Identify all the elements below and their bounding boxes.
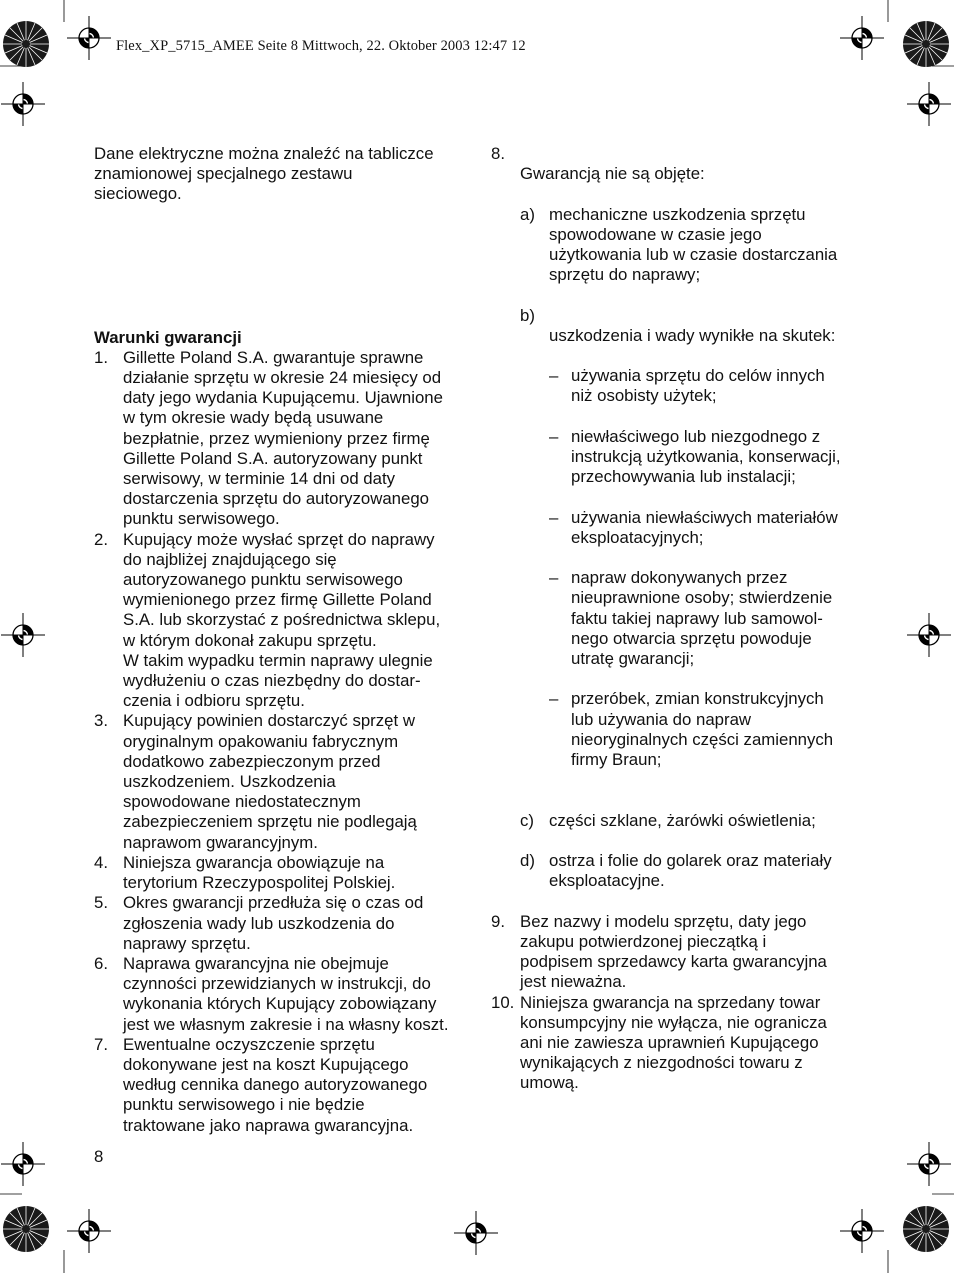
list-item xyxy=(94,711,466,852)
dash-text: przeróbek, zmian konstrukcyjnych lub używania do napraw nieoryginalnych części zamiennych firmy Braun; xyxy=(571,689,834,770)
left-column xyxy=(94,144,466,1136)
dash-item xyxy=(549,366,871,406)
item-number: 6. xyxy=(94,953,108,973)
sub-text: uszkodzenia i wady wynikłe na skutek: xyxy=(549,325,836,345)
item-number: 5. xyxy=(94,893,108,913)
right-column xyxy=(491,144,871,1094)
dash-text: napraw dokonywanych przez nieuprawnione osoby; stwierdzenie faktu takiej naprawy lub samowol- nego otwarcia sprzętu powoduje utratę gwarancji; xyxy=(571,568,833,669)
item-text: Bez nazwy i modelu sprzętu, daty jego zakupu potwierdzonej pieczątką i podpisem sprzedawcy karta gwarancyjna jest nieważna. xyxy=(520,911,827,992)
list-item xyxy=(94,530,466,712)
intro-paragraph: Dane elektryczne można znaleźć na tabliczce znamionowej specjalnego zestawu sieciowego. xyxy=(94,144,434,204)
dash-text: używania niewłaściwych materiałów eksploatacyjnych; xyxy=(571,507,838,547)
item-number: 2. xyxy=(94,529,108,549)
sub-letter: a) xyxy=(520,204,535,224)
dash-text: niewłaściwego lub niezgodnego z instrukcją użytkowania, konserwacji, przechowywania lub instalacji; xyxy=(571,426,841,487)
sub-item-b xyxy=(520,306,871,791)
item-number: 4. xyxy=(94,852,108,872)
sub-item-a xyxy=(520,205,871,286)
list-item xyxy=(491,912,871,993)
item-text: Kupujący powinien dostarczyć sprzęt w oryginalnym opakowaniu fabrycznym dodatkowo zabezpieczonym przed uszkodzeniem. Uszkodzenia spowodowane niedostatecznym zabezpieczeniem sprzętu nie podlegają naprawom gwarancyjnym. xyxy=(123,711,417,852)
dash-bullet: – xyxy=(549,689,559,709)
sub-text: mechaniczne uszkodzenia sprzętu spowodowane w czasie jego użytkowania lub w czasie dostarczania sprzętu do naprawy; xyxy=(549,204,838,285)
item-text: Naprawa gwarancyjna nie obejmuje czynności przewidzianych w instrukcji, do wykonania których Kupujący zobowiązany jest we własnym zakresie i na własny koszt. xyxy=(123,953,449,1034)
sub-text: części szklane, żarówki oświetlenia; xyxy=(549,810,816,830)
list-item xyxy=(94,348,466,530)
page-number: 8 xyxy=(94,1147,104,1166)
sub-item-d xyxy=(520,851,871,891)
item-number: 7. xyxy=(94,1034,108,1054)
item-text: Niniejsza gwarancja na sprzedany towar konsumpcyjny nie wyłącza, nie ogranicza ani nie zawiesza uprawnień Kupującego wynikających z niezgodności towaru z umową. xyxy=(520,992,827,1093)
item-text: Gwarancją nie są objęte: xyxy=(520,164,705,184)
item-number: 9. xyxy=(491,911,505,931)
dash-bullet: – xyxy=(549,366,559,386)
sub-letter: c) xyxy=(520,810,534,830)
sub-text: ostrza i folie do golarek oraz materiały eksploatacyjne. xyxy=(549,851,832,891)
print-header: Flex_XP_5715_AMEE Seite 8 Mittwoch, 22. Oktober 2003 12:47 12 xyxy=(116,38,526,54)
item-text: Ewentualne oczyszczenie sprzętu dokonywane jest na koszt Kupującego według cennika danego autoryzowanego punktu serwisowego i nie będzie traktowane jako naprawa gwarancyjna. xyxy=(123,1034,428,1135)
sub-body xyxy=(549,306,871,791)
sub-letter: d) xyxy=(520,851,535,871)
dash-bullet: – xyxy=(549,507,559,527)
dash-text: używania sprzętu do celów innych niż osobisty użytek; xyxy=(571,366,825,406)
dash-item xyxy=(549,689,871,770)
item-text: Kupujący może wysłać sprzęt do naprawy do najbliżej znajdującego się autoryzowanego punktu serwisowego wymienionego przez firmę Gillette Poland S.A. lub skorzystać z pośrednictwa sklepu, w którym dokonał zakupu sprzętu. W takim wypadku termin naprawy ulegnie wydłużeniu o czas niezbędny do dostar- czenia i odbioru sprzętu. xyxy=(123,529,441,711)
section-heading: Warunki gwarancji xyxy=(94,327,242,347)
list-item xyxy=(94,1035,466,1136)
list-item xyxy=(491,144,871,912)
item-number: 1. xyxy=(94,347,108,367)
item-text: Gillette Poland S.A. gwarantuje sprawne działanie sprzętu w okresie 24 miesięcy od daty jego wydania Kupującemu. Ujawnione w tym okresie wady będą usuwane bezpłatnie, przez wymieniony przez firmę Gillette Poland S.A. autoryzowany punkt serwisowy, w terminie 14 dni od daty dostarczenia sprzętu do autoryzowanego punktu serwisowego. xyxy=(123,347,443,529)
list-item xyxy=(94,954,466,1035)
item-text: Niniejsza gwarancja obowiązuje na terytorium Rzeczypospolitej Polskiej. xyxy=(123,852,396,893)
list-item xyxy=(94,893,466,954)
list-item xyxy=(491,993,871,1094)
item-number: 3. xyxy=(94,711,108,731)
dash-bullet: – xyxy=(549,568,559,588)
warranty-list xyxy=(94,348,466,1136)
dash-item xyxy=(549,568,871,669)
dash-item xyxy=(549,508,871,548)
dash-bullet: – xyxy=(549,426,559,446)
item-body xyxy=(520,144,871,912)
sub-letter: b) xyxy=(520,305,535,325)
item-number: 8. xyxy=(491,144,505,163)
list-item xyxy=(94,853,466,893)
dash-item xyxy=(549,427,871,488)
item-text: Okres gwarancji przedłuża się o czas od zgłoszenia wady lub uszkodzenia do naprawy sprzętu. xyxy=(123,893,424,953)
item-number: 10. xyxy=(491,992,515,1012)
sub-item-c xyxy=(520,811,871,831)
